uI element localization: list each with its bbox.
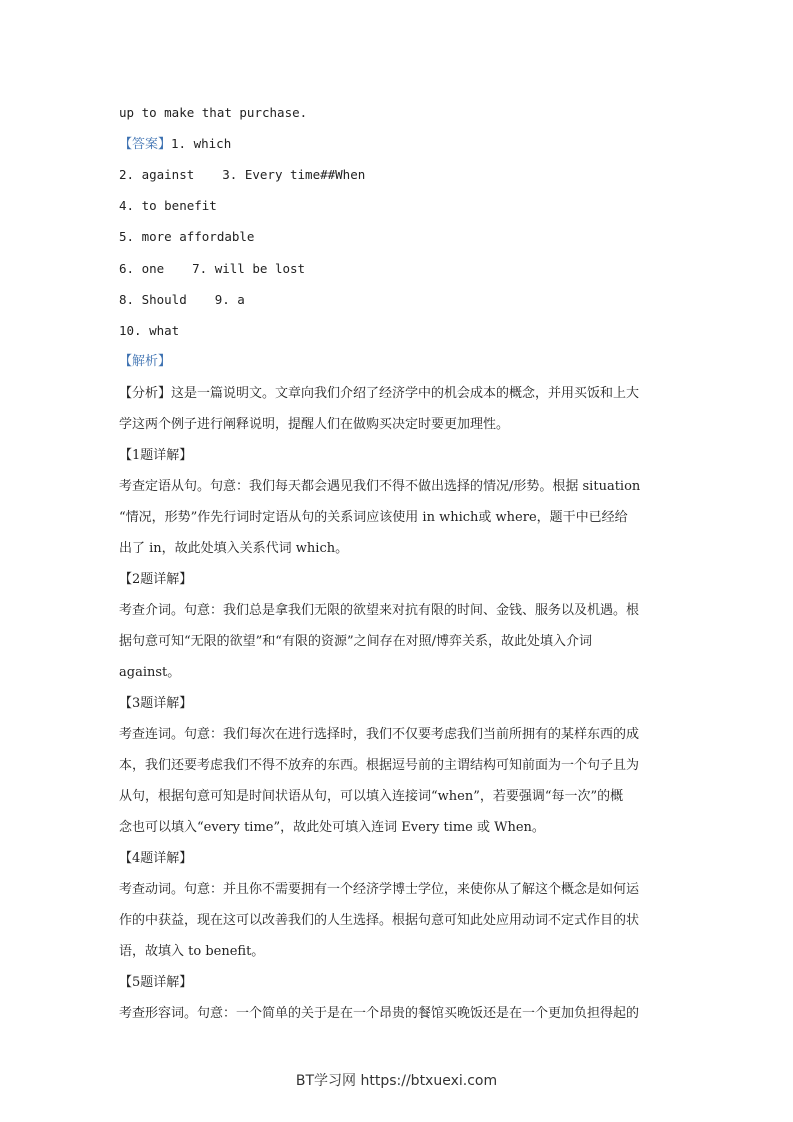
answer-item: 5. more affordable [119,229,255,244]
detail-line: 出了 in，故此处填入关系代词 which。 [119,541,349,556]
overview-text: 这是一篇说明文。文章向我们介绍了经济学中的机会成本的概念，并用买饭和上大 [171,386,640,401]
detail-line: 考查形容词。句意：一个简单的关于是在一个昂贵的餐馆买晚饭还是在一个更加负担得起的 [119,1006,640,1021]
overview-label: 【分析】 [119,386,172,401]
detail-heading: 【1题详解】 [119,448,193,463]
detail-line: 念也可以填入“every time”，故此处可填入连词 Every time 或 When。 [119,820,545,835]
detail-line: “情况，形势”作先行词时定语从句的关系词应该使用 in which或 where，题干中已经给 [119,510,628,525]
analysis-label: 【解析】 [119,354,172,369]
answer-row-1 [119,134,679,155]
answer-item: 9. a [214,292,245,307]
answer-row-3 [119,196,679,216]
answer-label: 【答案】 [119,137,172,152]
detail-line: 考查动词。句意：并且你不需要拥有一个经济学博士学位，来使你从了解这个概念是如何运 [119,882,640,897]
detail-line: 本，我们还要考虑我们不得不放弃的东西。根据逗号前的主谓结构可知前面为一个句子且为 [119,758,640,773]
intro-line: up to make that purchase. [119,105,308,120]
detail-heading: 【3题详解】 [119,696,193,711]
detail-line: 考查介词。句意：我们总是拿我们无限的欲望来对抗有限的时间、金钱、服务以及机遇。根 [119,603,640,618]
detail-line: against。 [119,665,181,680]
answer-item: 3. Every time##When [222,167,366,182]
detail-line: 考查定语从句。句意：我们每天都会遇见我们不得不做出选择的情况/形势。根据 situation [119,479,641,494]
answer-item: 6. one [119,261,165,276]
answer-row-2 [119,165,679,185]
overview-line-1 [119,384,679,404]
overview-line-2: 学这两个例子进行阐释说明，提醒人们在做购买决定时要更加理性。 [119,417,510,432]
detail-line: 作的中获益，现在这可以改善我们的人生选择。根据句意可知此处应用动词不定式作目的状 [119,913,640,928]
footer-watermark: BT学习网 https://btxuexi.com [295,1073,498,1089]
detail-heading: 【5题详解】 [119,975,193,990]
answer-item: 1. which [171,136,232,151]
answer-item: 7. will be lost [192,261,306,276]
answer-row-7 [119,321,679,341]
answer-row-4 [119,227,679,247]
detail-heading: 【4题详解】 [119,851,193,866]
detail-line: 考查连词。句意：我们每次在进行选择时，我们不仅要考虑我们当前所拥有的某样东西的成 [119,727,640,742]
detail-line: 语，故填入 to benefit。 [119,944,265,959]
answer-row-5 [119,259,679,279]
answer-row-6 [119,290,679,310]
answer-item: 10. what [119,323,180,338]
detail-line: 据句意可知“无限的欲望”和“有限的资源”之间存在对照/博弈关系，故此处填入介词 [119,634,592,649]
answer-item: 2. against [119,167,195,182]
detail-heading: 【2题详解】 [119,572,193,587]
answer-item: 4. to benefit [119,198,217,213]
answer-item: 8. Should [119,292,187,307]
detail-line: 从句，根据句意可知是时间状语从句，可以填入连接词“when”，若要强调“每一次”的概 [119,789,624,804]
